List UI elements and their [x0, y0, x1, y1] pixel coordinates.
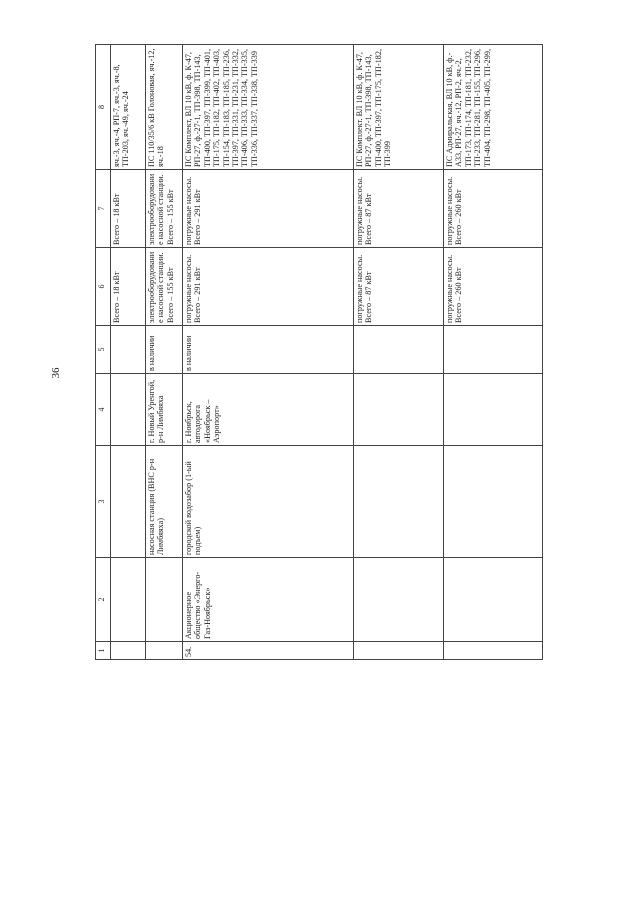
table-cell: г. Ноябрьск, автодорога «Ноябрьск – Аэропорт»: [183, 374, 354, 446]
table-cell: [444, 558, 543, 642]
header-cell: 5: [96, 326, 111, 374]
table-cell: [111, 374, 146, 446]
table-cell: погружные насосы. Всего – 87 кВт: [354, 170, 444, 248]
table-cell: насосная станция (ВНС р-н Лимбяяха): [146, 446, 183, 558]
table-cell: [354, 558, 444, 642]
table-row: [183, 45, 354, 660]
table-cell: [444, 374, 543, 446]
header-cell: 6: [96, 248, 111, 326]
table-cell: погружные насосы. Всего – 87 кВт: [354, 248, 444, 326]
table-cell: 54.: [183, 642, 354, 660]
table-row: [354, 45, 444, 660]
table-cell: [354, 642, 444, 660]
table-cell: погружные насосы. Всего – 291 кВт: [183, 170, 354, 248]
table-cell: яч.-3, яч.-4, РП-7, яч.-3, яч.-8, ТП-203, яч.-49, яч.-24: [111, 45, 146, 170]
header-cell: 7: [96, 170, 111, 248]
data-table: [95, 44, 543, 660]
table-cell: [354, 326, 444, 374]
table-cell: [444, 326, 543, 374]
table-cell: [111, 446, 146, 558]
table-cell: ПС Комплект, ВЛ 10 кВ, ф. К-47, РП-27, ф.-27-1, ТП-398, ТП-143, ТП-400, ТП-397, ТП-399, ТП-401, ТП-175, ТП-182, ТП-402, ТП-403, ТП-154, ТП-183, ТП-185, ТП-236, ТП-397, ТП-331, ТП-231, ТП-332, ТП-406, ТП-333, ТП-334, ТП-335, ТП-336, ТП-337, ТП-338, ТП-339: [183, 45, 354, 170]
table-cell: в наличии: [183, 326, 354, 374]
table-row: [444, 45, 543, 660]
table-header-row: [96, 45, 111, 660]
table-cell: ПС Адмиральская, ВЛ 10 кВ, ф.-А33, РП-27, яч.-12, РП-2, яч.-2, ТП-173, ТП-174, ТП-181, ТП-232, ТП-233, ТП-281, ТП-155, ТП-296, ТП-404, ТП-298, ТП-405, ТП-299,: [444, 45, 543, 170]
table-cell: городской водозабор (1-ый подъем): [183, 446, 354, 558]
table-cell: [146, 642, 183, 660]
table-cell: [444, 446, 543, 558]
page-number: 36: [50, 367, 62, 379]
header-cell: 2: [96, 558, 111, 642]
table-row: [146, 45, 183, 660]
table-cell: [111, 558, 146, 642]
table-cell: [354, 374, 444, 446]
table-cell: Всего – 18 кВт: [111, 170, 146, 248]
table-cell: Всего – 18 кВт: [111, 248, 146, 326]
table-cell: [354, 446, 444, 558]
table-cell: [146, 558, 183, 642]
table-cell: ПС 110/35/6 кВ Голоновая, яч.-12, яч.-18: [146, 45, 183, 170]
table-cell: погружные насосы. Всего – 260 кВт: [444, 170, 543, 248]
table-cell: [111, 326, 146, 374]
header-cell: 8: [96, 45, 111, 170]
table-cell: ПС Комплект. ВЛ 10 кВ, ф. К-47, РП-27, ф.-27-1, ТП-398, ТП-143, ТП-400, ТП-397, ТП-175, ТП-182, ТП-399: [354, 45, 444, 170]
header-cell: 4: [96, 374, 111, 446]
table-cell: электрооборудование насосной станции. Всего – 155 кВт: [146, 170, 183, 248]
header-cell: 3: [96, 446, 111, 558]
table-cell: Акционерное общество «Энерго-Газ-Ноябрьск»: [183, 558, 354, 642]
table-cell: в наличии: [146, 326, 183, 374]
rotated-table-container: [95, 45, 595, 660]
table-cell: [111, 642, 146, 660]
table-row: [111, 45, 146, 660]
table-cell: г. Новый Уренгой, р-н Лимбяяха: [146, 374, 183, 446]
table-cell: погружные насосы. Всего – 291 кВт: [183, 248, 354, 326]
table-cell: погружные насосы. Всего – 260 кВт: [444, 248, 543, 326]
table-cell: [444, 642, 543, 660]
table-cell: электрооборудование насосной станции. Всего – 155 кВт: [146, 248, 183, 326]
header-cell: 1: [96, 642, 111, 660]
